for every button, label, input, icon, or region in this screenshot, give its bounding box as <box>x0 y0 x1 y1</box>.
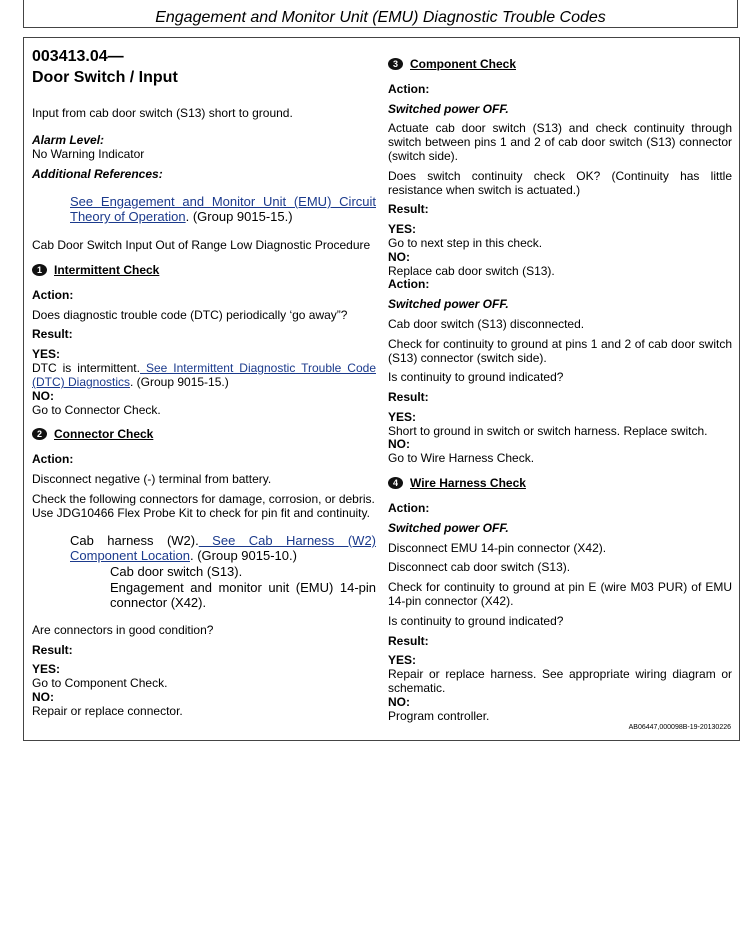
step4-action2: Disconnect cab door switch (S13). <box>388 560 571 574</box>
harness-paragraph <box>70 533 376 563</box>
connector-item-2: Engagement and monitor unit (EMU) 14-pin connector (X42). <box>110 580 376 610</box>
dtc-code: 003413.04— <box>32 48 124 65</box>
alarm-value: No Warning Indicator <box>32 147 145 161</box>
step2-no-label: NO: <box>32 690 54 704</box>
step3-result-label: Result: <box>388 202 429 216</box>
step3-heading <box>388 57 732 71</box>
step4-question: Is continuity to ground indicated? <box>388 614 564 628</box>
step1-yes-plain: DTC is intermittent. <box>32 361 140 375</box>
step3-yes-label-2: YES: <box>388 410 417 424</box>
step1-number-icon: 1 <box>32 264 47 276</box>
step3-power-off-2: Switched power OFF. <box>388 297 509 311</box>
step2-action1: Disconnect negative (-) terminal from battery. <box>32 472 272 486</box>
step4-result-label: Result: <box>388 634 429 648</box>
step1-action-label: Action: <box>32 288 74 302</box>
step4-action3: Check for continuity to ground at pin E (wire M03 PUR) of EMU 14-pin connector (X42). <box>388 580 732 608</box>
harness-text: Cab harness (W2). <box>70 533 199 548</box>
header-title: Engagement and Monitor Unit (EMU) Diagnostic Trouble Codes <box>155 9 606 26</box>
step1-action: Does diagnostic trouble code (DTC) periodically ‘go away”? <box>32 308 348 322</box>
step2-heading <box>32 427 376 441</box>
step1-yes-label: YES: <box>32 347 61 361</box>
step1-no-text: Go to Connector Check. <box>32 403 161 417</box>
step2-yes-label: YES: <box>32 662 61 676</box>
step4-no-label: NO: <box>388 695 410 709</box>
procedure-title: Cab Door Switch Input Out of Range Low Diagnostic Procedure <box>32 238 371 252</box>
step1-result-label: Result: <box>32 327 73 341</box>
document-code: AB06447,000098B-19-20130226 <box>628 724 731 731</box>
step3-no-text-2: Go to Wire Harness Check. <box>388 451 535 465</box>
step4-action1: Disconnect EMU 14-pin connector (X42). <box>388 541 607 555</box>
step2-title: Connector Check <box>54 427 154 441</box>
step1-yes-text <box>32 361 376 389</box>
step1-heading <box>32 263 376 277</box>
step3-number-icon: 3 <box>388 58 403 70</box>
step3-no-text: Replace cab door switch (S13). <box>388 264 555 278</box>
step3-yes-text-2: Short to ground in switch or switch harness. Replace switch. <box>388 424 708 438</box>
connector-item-1: Cab door switch (S13). <box>110 564 243 579</box>
step2-result-label: Result: <box>32 643 73 657</box>
step2-action-label: Action: <box>32 452 74 466</box>
step3-action1: Actuate cab door switch (S13) and check continuity through switch between pins 1 and 2 of cab door switch (S13) connector (switch side). <box>388 121 732 163</box>
step3-yes-label: YES: <box>388 222 417 236</box>
step1-title: Intermittent Check <box>54 263 160 277</box>
ref-group: . (Group 9015-15.) <box>185 209 293 224</box>
step4-action-label: Action: <box>388 501 430 515</box>
step2-yes-text: Go to Component Check. <box>32 676 168 690</box>
step4-title: Wire Harness Check <box>410 476 526 490</box>
step3-power-off: Switched power OFF. <box>388 102 509 116</box>
step3-action2: Cab door switch (S13) disconnected. <box>388 317 585 331</box>
step3-question1: Does switch continuity check OK? (Continuity has little resistance when switch is actuated.) <box>388 169 732 197</box>
step3-title: Component Check <box>410 57 517 71</box>
step3-no-label: NO: <box>388 250 410 264</box>
page-header <box>23 0 738 28</box>
step2-action2: Check the following connectors for damage, corrosion, or debris. Use JDG10466 Flex Probe Kit to check for pin fit and continuity. <box>32 492 375 520</box>
harness-group: . (Group 9015-10.) <box>189 548 297 563</box>
step3-action3: Check for continuity to ground at pins 1 and 2 of cab door switch (S13) connector (switch side). <box>388 337 732 365</box>
step1-yes-group: . (Group 9015-15.) <box>130 375 229 389</box>
step2-question: Are connectors in good condition? <box>32 623 214 637</box>
step4-yes-text: Repair or replace harness. See appropriate wiring diagram or schematic. <box>388 667 732 695</box>
step4-heading <box>388 476 732 490</box>
step3-no-label-2: NO: <box>388 437 410 451</box>
dtc-panel <box>23 37 740 741</box>
step2-no-text: Repair or replace connector. <box>32 704 183 718</box>
step4-yes-label: YES: <box>388 653 417 667</box>
alarm-label: Alarm Level: <box>32 133 105 147</box>
intro-text: Input from cab door switch (S13) short to ground. <box>32 106 293 120</box>
step3-action-label-2: Action: <box>388 277 430 291</box>
step3-yes-text: Go to next step in this check. <box>388 236 543 250</box>
cab-harness-link[interactable]: See Cab Harness (W2) Component Location <box>70 533 376 563</box>
step4-power-off: Switched power OFF. <box>388 521 509 535</box>
step3-question2: Is continuity to ground indicated? <box>388 370 564 384</box>
reference-paragraph <box>70 194 376 224</box>
intermittent-dtc-link[interactable]: See Intermittent Diagnostic Trouble Code (DTC) Diagnostics <box>32 361 376 389</box>
step3-result-label-2: Result: <box>388 390 429 404</box>
step3-action-label: Action: <box>388 82 430 96</box>
dtc-title: Door Switch / Input <box>32 69 178 86</box>
step1-no-label: NO: <box>32 389 54 403</box>
emu-theory-link[interactable]: See Engagement and Monitor Unit (EMU) Circuit Theory of Operation <box>70 194 376 224</box>
step2-number-icon: 2 <box>32 428 47 440</box>
refs-label: Additional References: <box>32 167 163 181</box>
step4-number-icon: 4 <box>388 477 403 489</box>
step4-no-text: Program controller. <box>388 709 490 723</box>
